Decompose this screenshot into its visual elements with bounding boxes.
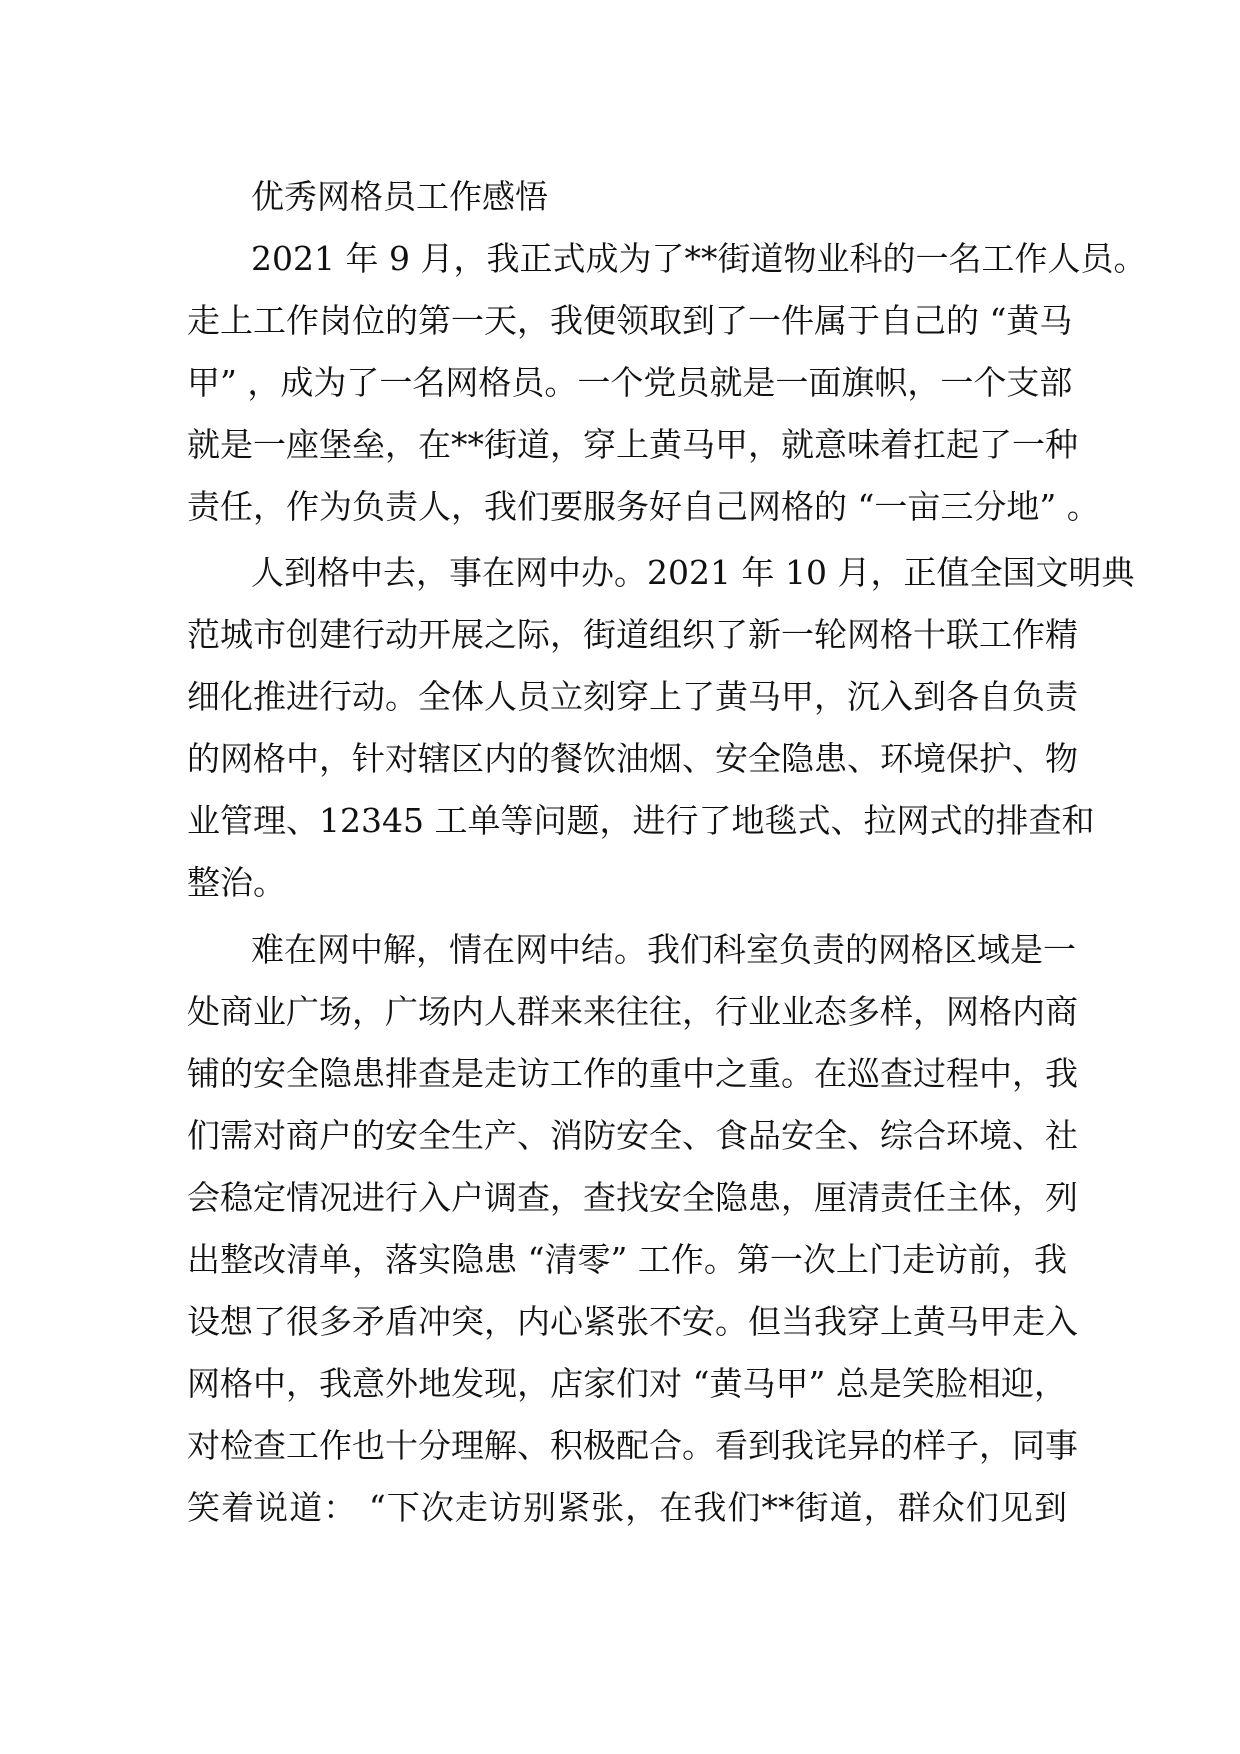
paragraph-line: 业管理、12345 工单等问题，进行了地毯式、拉网式的排查和 <box>187 801 1095 840</box>
paragraph-line: 整治。 <box>187 863 286 902</box>
paragraph-line: 人到格中去，事在网中办。2021 年 10 月，正值全国文明典 <box>251 553 1135 592</box>
paragraph-line: 笑着说道： “下次走访别紧张，在我们**街道，群众们见到 <box>187 1488 1067 1527</box>
paragraph-line: 对检查工作也十分理解、积极配合。看到我诧异的样子，同事 <box>187 1426 1078 1465</box>
paragraph-line: 设想了很多矛盾冲突，内心紧张不安。但当我穿上黄马甲走入 <box>187 1302 1078 1341</box>
paragraph-line: 细化推进行动。全体人员立刻穿上了黄马甲，沉入到各自负责 <box>187 677 1078 716</box>
paragraph-line: 走上工作岗位的第一天，我便领取到了一件属于自己的 “黄马 <box>187 301 1073 340</box>
document-title: 优秀网格员工作感悟 <box>251 177 548 216</box>
paragraph-line: 网格中，我意外地发现，店家们对 “黄马甲” 总是笑脸相迎， <box>187 1364 1067 1403</box>
paragraph-line: 甲” ，成为了一名网格员。一个党员就是一面旗帜，一个支部 <box>187 363 1073 402</box>
paragraph-line: 处商业广场，广场内人群来来往往，行业业态多样，网格内商 <box>187 992 1078 1031</box>
paragraph-line: 2021 年 9 月，我正式成为了**街道物业科的一名工作人员。 <box>251 239 1147 278</box>
paragraph-line: 难在网中解，情在网中结。我们科室负责的网格区域是一 <box>251 930 1076 969</box>
paragraph-line: 的网格中，针对辖区内的餐饮油烟、安全隐患、环境保护、物 <box>187 739 1078 778</box>
paragraph-line: 会稳定情况进行入户调查，查找安全隐患，厘清责任主体，列 <box>187 1178 1078 1217</box>
paragraph-line: 们需对商户的安全生产、消防安全、食品安全、综合环境、社 <box>187 1116 1078 1155</box>
paragraph-line: 出整改清单，落实隐患 “清零” 工作。第一次上门走访前，我 <box>187 1240 1067 1279</box>
paragraph-line: 责任，作为负责人，我们要服务好自己网格的 “一亩三分地” 。 <box>187 487 1100 526</box>
paragraph-line: 范城市创建行动开展之际，街道组织了新一轮网格十联工作精 <box>187 615 1078 654</box>
paragraph-line: 就是一座堡垒，在**街道，穿上黄马甲，就意味着扛起了一种 <box>187 425 1078 464</box>
paragraph-line: 铺的安全隐患排查是走访工作的重中之重。在巡查过程中，我 <box>187 1054 1078 1093</box>
